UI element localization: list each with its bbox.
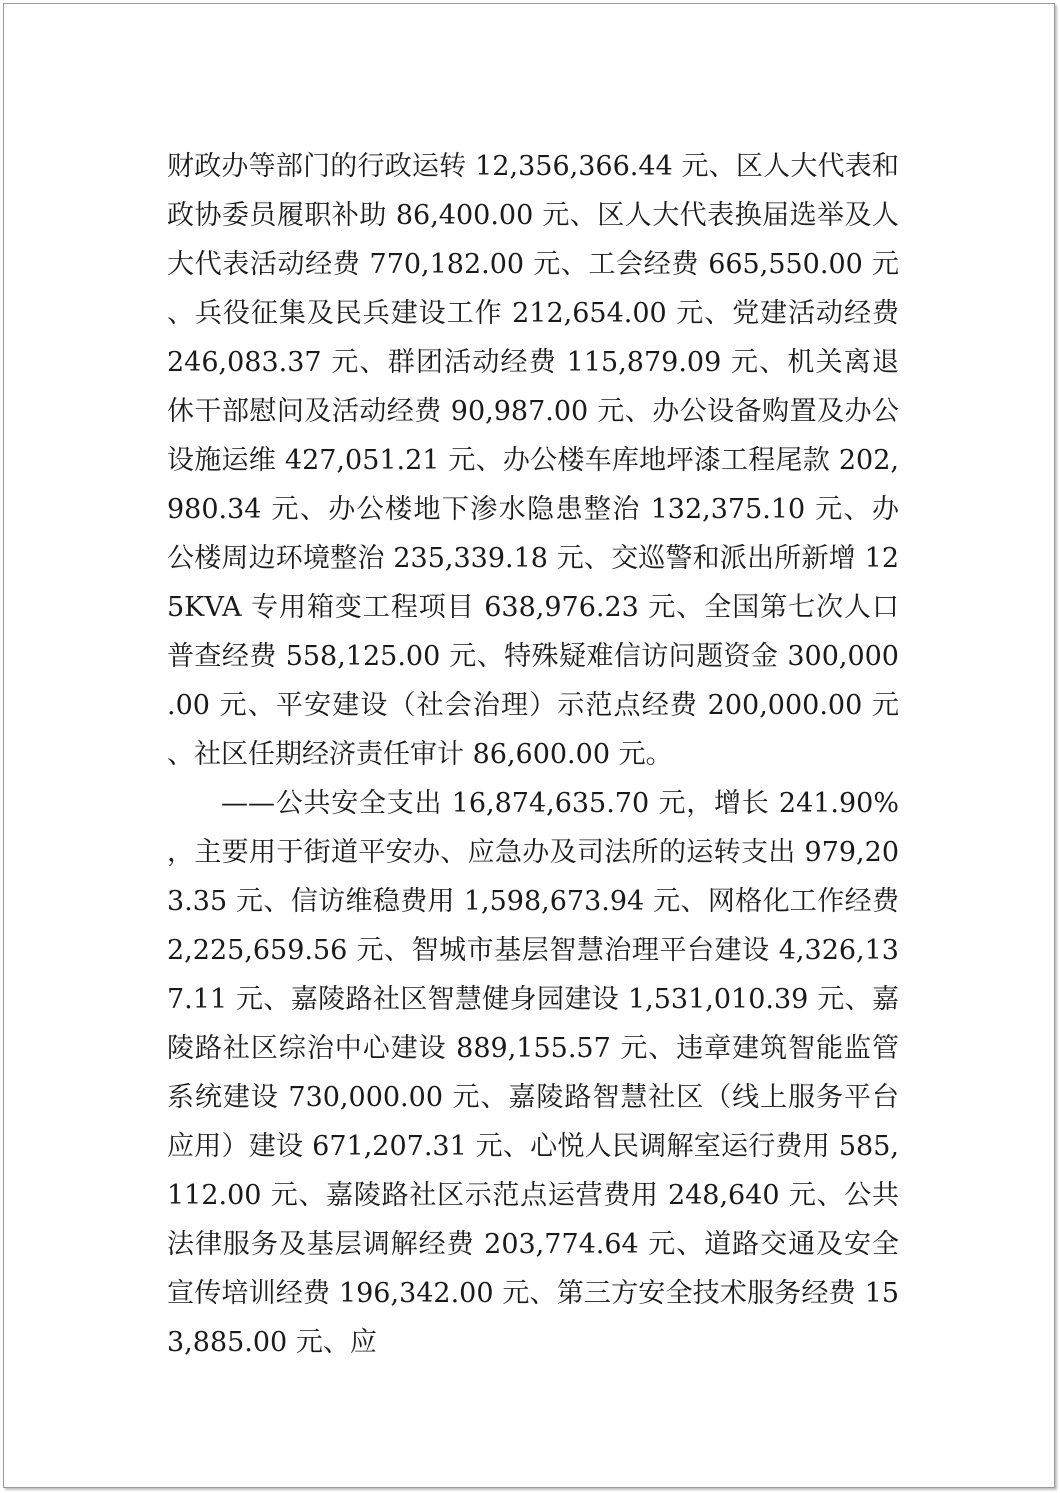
paragraph-general-expenditure: 财政办等部门的行政运转 12,356,366.44 元、区人大代表和政协委员履职补助 86,400.00 元、区人大代表换届选举及人大代表活动经费 770,182.00 元、工会经费 665,550.00 元、兵役征集及民兵建设工作 212,654.00 元、党建活动经费 246,083.37 元、群团活动经费 115,879.09 元、机关离退休干部慰问及活动经费 90,987.00 元、办公设备购置及办公设施运维 427,051.21 元、办公楼车库地坪漆工程尾款 202,980.34 元、办公楼地下渗水隐患整治 132,375.10 元、办公楼周边环境整治 235,339.18 元、交巡警和派出所新增 125KVA 专用箱变工程项目 638,976.23 元、全国第七次人口普查经费 558,125.00 元、特殊疑难信访问题资金 300,000.00 元、平安建设（社会治理）示范点经费 200,000.00 元、社区任期经济责任审计 86,600.00 元。 — [167, 151, 899, 770]
paragraph-public-security-expenditure: ——公共安全支出 16,874,635.70 元，增长 241.90%，主要用于街道平安办、应急办及司法所的运转支出 979,203.35 元、信访维稳费用 1,598,673.94 元、网格化工作经费 2,225,659.56 元、智城市基层智慧治理平台建设 4,326,137.11 元、嘉陵路社区智慧健身园建设 1,531,010.39 元、嘉陵路社区综治中心建设 889,155.57 元、违章建筑智能监管系统建设 730,000.00 元、嘉陵路智慧社区（线上服务平台应用）建设 671,207.31 元、心悦人民调解室运行费用 585,112.00 元、嘉陵路社区示范点运营费用 248,640 元、公共法律服务及基层调解经费 203,774.64 元、道路交通及安全宣传培训经费 196,342.00 元、第三方安全技术服务经费 153,885.00 元、应 — [167, 788, 899, 1358]
document-body — [167, 142, 899, 1367]
document-page — [3, 3, 1055, 1488]
